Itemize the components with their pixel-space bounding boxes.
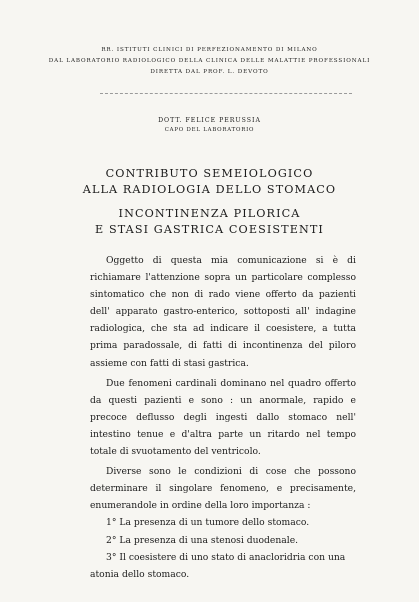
subtitle-line-1: INCONTINENZA PILORICA	[118, 207, 301, 220]
list-item-2: 2° La presenza di una stenosi duodenale.	[106, 534, 299, 546]
paragraph-1: Oggetto di questa mia comunicazione si è di richiamare l'attenzione sopra un particolare complesso sintomatico che non di rado viene offerto da pazienti dell' apparato gastro-enterico, sottoposti all' indagine radiologica, che sta ad indicare il coesistere, a tutta prima paradossale, di fatti di incontinenza del piloro assieme con fatti di stasi gastrica.	[90, 255, 356, 369]
header-divider	[100, 93, 352, 94]
author-role: CAPO DEL LABORATORIO	[164, 127, 255, 133]
author-block	[0, 116, 419, 135]
list-item-3: 3° Il coesistere di uno stato di anacloridria con una	[106, 551, 346, 563]
paragraph-3: Diverse sono le condizioni di cose che possono determinare il singolare fenomeno, e precisamente, enumerandole in ordine della loro importanza :	[90, 466, 356, 512]
main-title-line-1: CONTRIBUTO SEMEIOLOGICO	[105, 167, 314, 180]
main-title-line-2: ALLA RADIOLOGIA DELLO STOMACO	[82, 183, 337, 196]
institute-header-line: RR. ISTITUTI CLINICI DI PERFEZIONAMENTO DI MILANO	[101, 47, 318, 53]
list-item-1: 1° La presenza di un tumore dello stomaco.	[106, 517, 310, 529]
laboratory-header-line: DAL LABORATORIO RADIOLOGICO DELLA CLINICA DELLE MALATTIE PROFESSIONALI	[48, 58, 371, 64]
paragraph-2: Due fenomeni cardinali dominano nel quadro offerto da questi pazienti e sono : un anormale, rapido e precoce deflusso degli ingesti dallo stomaco nell' intestino tenue e d'altra parte un ritardo nel tempo totale di svuotamento del ventricolo.	[90, 377, 356, 458]
article-body	[90, 252, 356, 583]
director-header-line: DIRETTA DAL PROF. L. DEVOTO	[150, 69, 269, 75]
author-name: DOTT. FELICE PERUSSIA	[158, 117, 261, 124]
subtitle-line-2: E STASI GASTRICA COESISTENTI	[95, 223, 324, 236]
list-item-3-continuation: atonia dello stomaco.	[90, 568, 190, 580]
